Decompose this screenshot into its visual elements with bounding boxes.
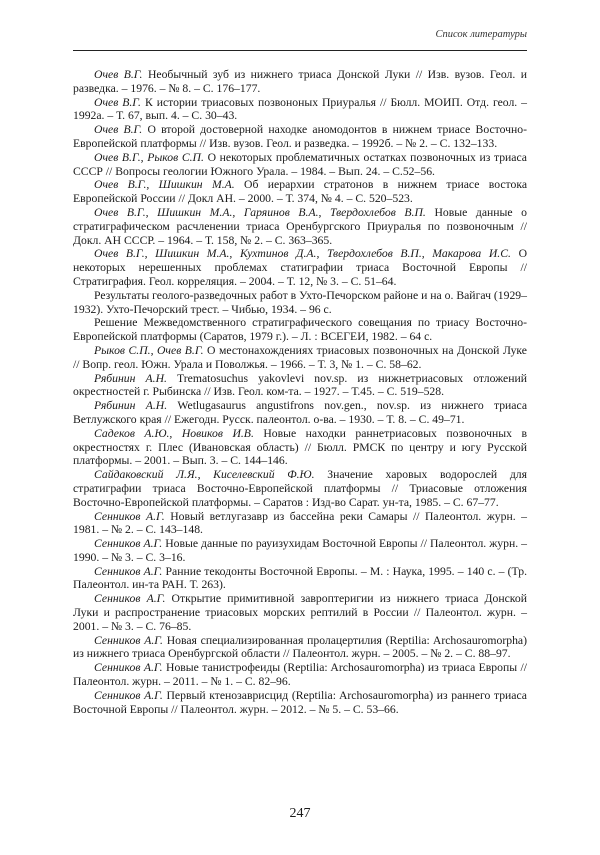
page-number: 247 (289, 806, 311, 821)
reference-author: Очев В.Г. (94, 68, 143, 81)
running-head-title: Список литературы (435, 29, 527, 40)
reference-author: Садеков А.Ю., Новиков И.В. (94, 426, 254, 440)
reference-text: Новый ветлугазавр из бассейна реки Самары // Палеонтол. журн. – 1981. – № 2. – С. 143–148. (73, 509, 528, 537)
reference-text: Новые данные о стратиграфическом расчленении триаса Оренбургского Приуралья по позвоночным // Докл. АН СССР. – 1964. – Т. 158, № 2. – С. 363–365. (73, 205, 527, 247)
reference-text: Открытие примитивной завроптеригии из нижнего триаса Донской Луки и распространение триасовых морских рептилий в России // Палеонтол. журн. – 2001. – № 3. – С. 76–85. (73, 592, 527, 633)
reference-entry (73, 634, 527, 662)
reference-entry (73, 661, 527, 689)
reference-author: Очев В.Г. (94, 95, 141, 109)
reference-entry (73, 537, 527, 565)
reference-entry (73, 68, 527, 96)
reference-author: Рябинин А.Н. (94, 399, 168, 413)
reference-author: Рыков С.П., Очев В.Г. (94, 343, 204, 357)
reference-entry (73, 123, 527, 151)
reference-entry (73, 399, 527, 427)
reference-text: Первый ктенозаврисцид (Reptilia: Archosauromorpha) из раннего триаса Восточной Европы // Палеонтол. журн. – 2012. – № 5. – С. 53–66. (73, 688, 527, 716)
reference-text: Значение харовых водорослей для стратиграфии триаса Восточно-Европейской платформы // Триасовые отложения Восточно-Европейской платформы. – Саратов : Изд-во Сарат. ун-та, 1985. – С. 67–77. (73, 468, 527, 509)
reference-text: Об иерархии стратонов в нижнем триасе востока Европейской России // Докл АН. – 2000. – Т. 374, № 4. – С. 520–523. (73, 178, 528, 206)
reference-author: Сенников А.Г. (94, 661, 163, 675)
reference-text: О некоторых нерешенных проблемах статиграфии триаса Восточной Европы // Стратиграфия. Геол. корреляция. – 2004. – Т. 12, № 3. – С. 51–64. (73, 247, 528, 288)
reference-entry (73, 689, 527, 717)
header-rule (73, 50, 527, 51)
reference-author: Сенников А.Г. (94, 688, 163, 702)
reference-author: Очев В.Г., Шишкин М.А., Кухтинов Д.А., Твердохлебов В.П., Макарова И.С. (94, 247, 511, 261)
reference-entry (73, 151, 527, 179)
reference-text: О местонахождениях триасовых позвоночных на Донской Луке // Вопр. геол. Южн. Урала и Поволжья. – 1966. – Т. 3, № 1. – С. 58–62. (73, 343, 527, 371)
reference-author: Сенников А.Г. (94, 537, 163, 551)
reference-entry (73, 592, 527, 633)
reference-author: Сайдаковский Л.Я., Киселевский Ф.Ю. (94, 468, 315, 482)
reference-text: Trematosuchus yakovlevi nov.sp. из нижнетриасовых отложений окрестностей г. Рыбинска // Изв. Геол. ком-та. – 1927. – Т.45. – С. 519–528. (73, 371, 528, 399)
reference-entry (73, 316, 527, 344)
reference-author: Рябинин А.Н. (94, 371, 167, 385)
reference-entry (73, 289, 527, 317)
reference-text: Решение Межведомственного стратиграфического совещания по триасу Восточно-Европейской платформы (Саратов, 1979 г.). – Л. : ВСЕГЕИ, 1982. – 64 с. (73, 316, 527, 344)
reference-text: Wetlugasaurus angustifrons nov.gen., nov.sp. из нижнего триаса Ветлужского края // Ежегодн. Русск. палеонтол. о-ва. – 1930. – Т. 8. – С. 49–71. (73, 399, 528, 426)
reference-text: О второй достоверной находке аномодонтов в нижнем триасе Восточно-Европейской платформы // Изв. вузов. Геол. и разведка. – 1992б. – № 2. – С. 132–133. (73, 123, 528, 150)
reference-author: Очев В.Г., Шишкин М.А. (94, 178, 235, 192)
reference-author: Очев В.Г., Рыков С.П. (94, 150, 204, 164)
reference-entry (73, 468, 527, 509)
reference-entry (73, 96, 527, 124)
reference-text: О некоторых проблематичных остатках позвоночных из триаса СССР // Вопросы геологии Южного Урала. – 1984. – Вып. 24. – С.52–56. (73, 150, 527, 178)
reference-author: Сенников А.Г. (94, 509, 165, 523)
reference-author: Очев В.Г. (94, 123, 143, 137)
reference-text: К истории триасовых позвононых Приуралья // Бюлл. МОИП. Отд. геол. – 1992а. – Т. 67, вып. 4. – С. 30–43. (73, 95, 528, 123)
reference-text: Новые данные по рауизухидам Восточной Европы // Палеонтол. журн. – 1990. – № 3. – С. 3–16. (73, 537, 527, 564)
reference-entry (73, 178, 527, 206)
reference-text: Новые находки раннетриасовых позвоночных в окрестностях г. Плес (Ивановская область) // Бюлл. РМСК по центру и югу Русской платформы. – 2001. – Вып. 3. – С. 144–146. (73, 426, 527, 468)
reference-text: Ранние текодонты Восточной Европы. – М. : Наука, 1995. – 140 с. – (Тр. Палеонтол. ин-та РАН. Т. 263). (73, 564, 527, 592)
reference-entry (73, 344, 527, 372)
reference-author: Очев В.Г., Шишкин М.А., Гаряинов В.А., Твердохлебов В.П. (94, 205, 426, 219)
reference-text: Результаты геолого-разведочных работ в Ухто-Печорском районе и на о. Вайгач (1929–1932). Ухто-Печорский трест. – Чибью, 1934. – 96 с. (73, 288, 527, 316)
reference-text: Необычный зуб из нижнего триаса Донской Луки // Изв. вузов. Геол. и разведка. – 1976. – № 8. – С. 176–177. (73, 68, 528, 95)
reference-entry (73, 427, 527, 468)
reference-author: Сенников А.Г. (94, 592, 166, 606)
reference-entry (73, 565, 527, 593)
reference-text: Новые танистрофеиды (Reptilia: Archosauromorpha) из триаса Европы // Палеонтол. журн. – 2011. – № 1. – С. 82–96. (73, 661, 527, 689)
reference-entry (73, 206, 527, 247)
reference-entry (73, 510, 527, 538)
reference-entry (73, 247, 527, 288)
reference-author: Сенников А.Г. (94, 633, 163, 647)
reference-author: Сенников А.Г. (94, 564, 163, 578)
reference-text: Новая специализированная пролацертилия (Reptilia: Archosauromorpha) из нижнего триаса Оренбургской области // Палеонтол. журн. – 2005. – № 2. – С. 88–97. (73, 633, 527, 661)
reference-entry (73, 372, 527, 400)
reference-list (73, 68, 527, 716)
